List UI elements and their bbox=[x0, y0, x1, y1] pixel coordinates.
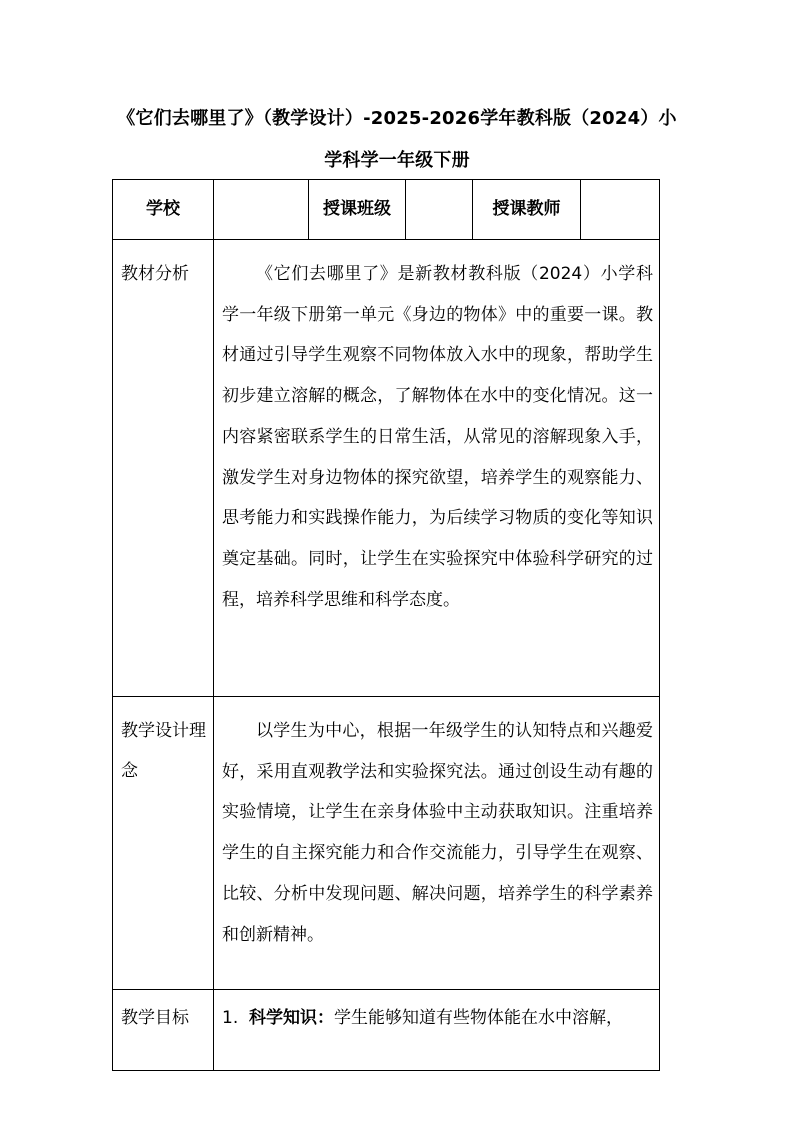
school-value bbox=[214, 180, 309, 240]
class-value bbox=[406, 180, 473, 240]
philosophy-content-cell bbox=[214, 697, 660, 990]
table-row bbox=[113, 240, 660, 697]
document-title: 《它们去哪里了》（教学设计）-2025-2026学年教科版（2024）小学科学一年级下册 bbox=[117, 108, 677, 171]
goal-item-heading: 科学知识： bbox=[249, 1008, 335, 1028]
goal-item-number: 1. bbox=[222, 1008, 239, 1028]
goal-item bbox=[222, 998, 653, 1039]
philosophy-label: 教学设计理念 bbox=[113, 697, 214, 990]
goal-item-text: 学生能够知道有些物体能在水中溶解， bbox=[334, 1008, 624, 1028]
lesson-plan-table bbox=[112, 179, 660, 1071]
philosophy-content: 以学生为中心，根据一年级学生的认知特点和兴趣爱好，采用直观教学法和实验探究法。通过创设生动有趣的实验情境，让学生在亲身体验中主动获取知识。注重培养学生的自主探究能力和合作交流能力，引导学生在观察、比较、分析中发现问题、解决问题，培养学生的科学素养和创新精神。 bbox=[222, 721, 653, 945]
goals-label: 教学目标 bbox=[113, 990, 214, 1071]
table-row bbox=[113, 990, 660, 1071]
header-row bbox=[113, 180, 660, 240]
analysis-content: 《它们去哪里了》是新教材教科版（2024）小学科学一年级下册第一单元《身边的物体》中的重要一课。教材通过引导学生观察不同物体放入水中的现象，帮助学生初步建立溶解的概念，了解物体在水中的变化情况。这一内容紧密联系学生的日常生活，从常见的溶解现象入手，激发学生对身边物体的探究欲望，培养学生的观察能力、思考能力和实践操作能力，为后续学习物质的变化等知识奠定基础。同时，让学生在实验探究中体验科学研究的过程，培养科学思维和科学态度。 bbox=[222, 264, 653, 610]
analysis-label: 教材分析 bbox=[113, 240, 214, 697]
table-row bbox=[113, 697, 660, 990]
goals-content-cell bbox=[214, 990, 660, 1071]
analysis-content-cell bbox=[214, 240, 660, 697]
teacher-value bbox=[581, 180, 660, 240]
school-label: 学校 bbox=[113, 180, 214, 240]
class-label: 授课班级 bbox=[309, 180, 406, 240]
teacher-label: 授课教师 bbox=[473, 180, 581, 240]
